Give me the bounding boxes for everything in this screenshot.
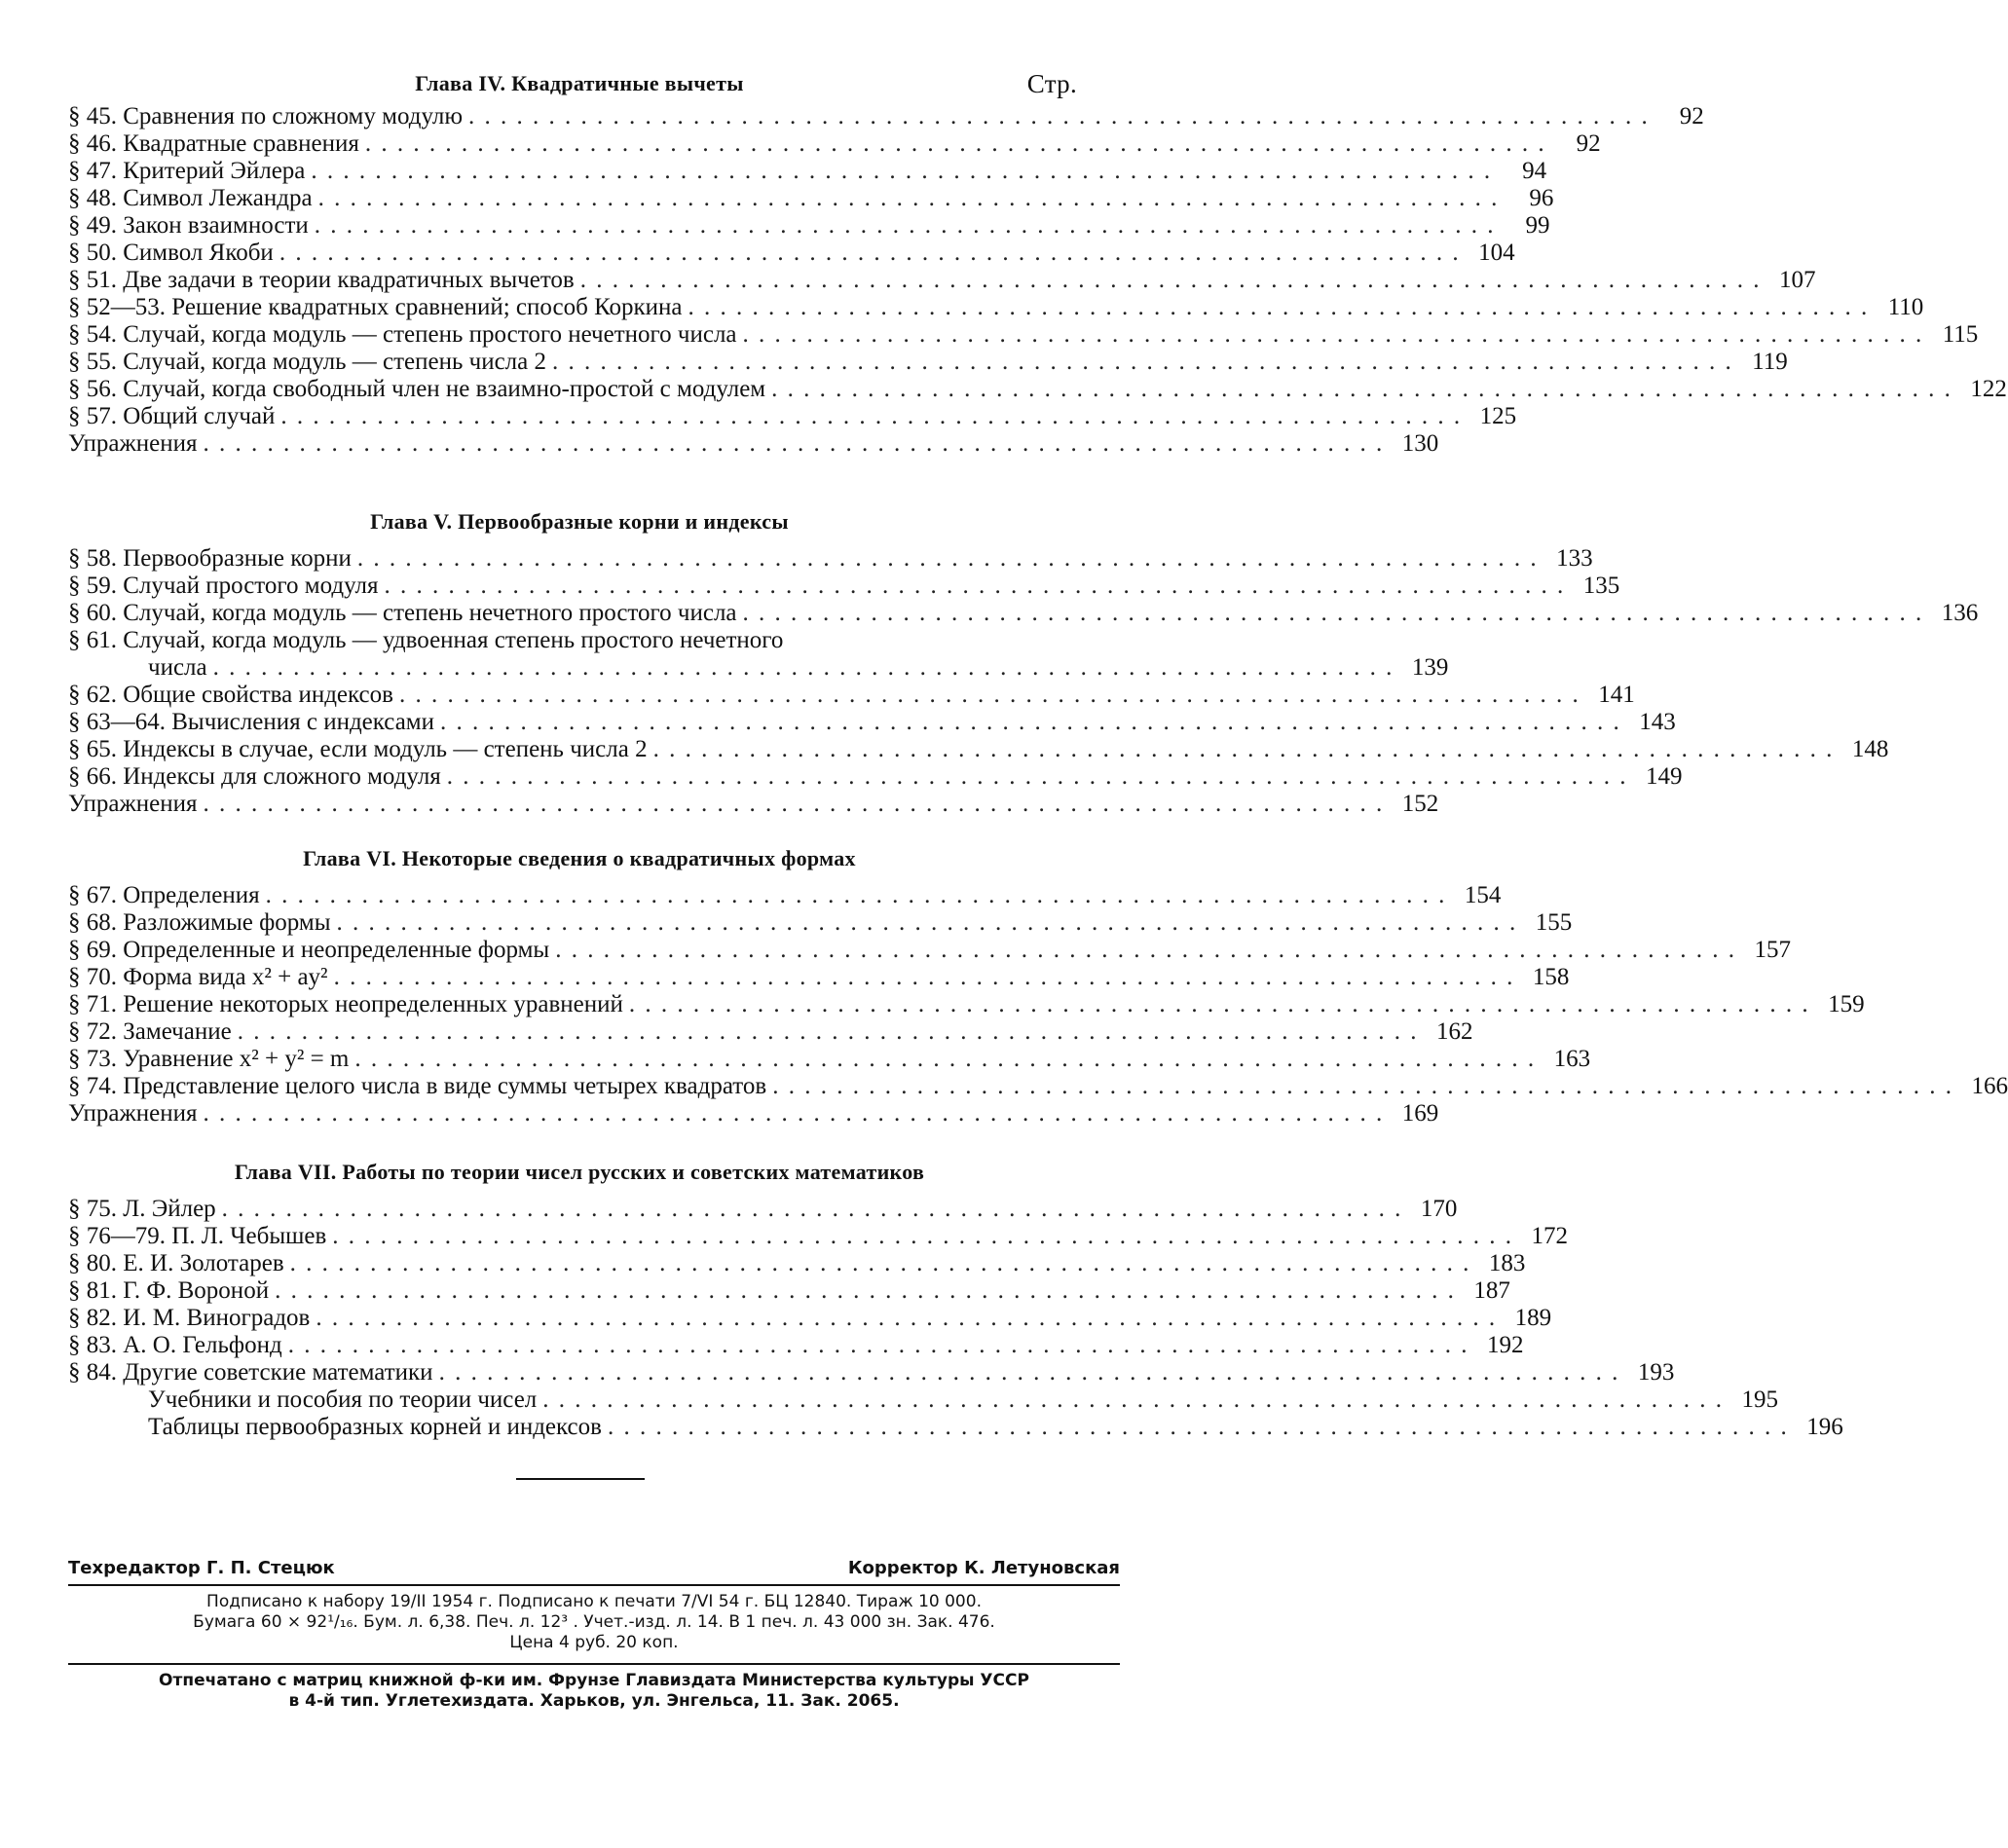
entry-page: 157: [1754, 937, 1791, 963]
corrector: Корректор К. Летуновская: [847, 1558, 1120, 1578]
dot-leader: [337, 909, 1518, 937]
list-item: [68, 212, 1550, 240]
list-item: [68, 1223, 1569, 1250]
dot-leader: [771, 376, 1952, 403]
list-item: [68, 1414, 1843, 1441]
chapter-4-block: [68, 64, 2007, 458]
list-item: [68, 103, 1704, 130]
list-item: [68, 294, 1924, 321]
list-item: [68, 1018, 1473, 1046]
entry-page: 136: [1941, 600, 1979, 626]
list-item: [68, 130, 1601, 158]
entry-page: 148: [1851, 736, 1889, 762]
entry-page: 107: [1779, 267, 1816, 293]
list-item: [68, 158, 1547, 185]
chapter-5-heading: [68, 499, 1091, 545]
dot-leader: [213, 654, 1394, 682]
dot-leader: [384, 573, 1565, 600]
dot-leader: [447, 763, 1628, 791]
list-item: [68, 1196, 1458, 1223]
dot-leader: [629, 991, 1810, 1018]
entry-title: Случай, когда свободный член не взаимно-простой с модулем: [123, 376, 766, 402]
entry-number: § 49.: [68, 212, 124, 239]
entry-number: § 45.: [68, 103, 124, 129]
entry-title: Случай, когда модуль — степень числа 2: [123, 349, 546, 375]
chapter-5-entries-b: [68, 682, 1889, 818]
list-item: [68, 573, 1620, 600]
entry-page: 172: [1531, 1223, 1569, 1249]
list-item: [68, 682, 1635, 709]
entry-title: числа: [148, 654, 207, 681]
entry-page: 119: [1752, 349, 1788, 375]
dot-leader: [440, 709, 1621, 736]
entry-page: 94: [1522, 158, 1547, 184]
entry-number: § 51.: [68, 267, 124, 293]
entry-page: 155: [1535, 909, 1573, 936]
chapter-4-entries: [68, 103, 2007, 458]
list-item: [68, 709, 1676, 736]
list-item: [68, 1332, 1524, 1359]
dot-leader: [275, 1277, 1456, 1305]
entry-title: Упражнения: [68, 430, 198, 457]
entry-number: § 56.: [68, 376, 124, 402]
list-item: [68, 1305, 1552, 1332]
entry-page: 169: [1401, 1100, 1439, 1127]
dot-leader: [203, 430, 1384, 458]
dot-leader: [203, 791, 1384, 818]
entry-number: § 68.: [68, 909, 124, 936]
entry-number: § 54.: [68, 321, 124, 348]
list-item: [68, 627, 1091, 654]
entry-number: § 58.: [68, 545, 124, 572]
entry-number: § 75.: [68, 1196, 124, 1222]
list-item: [68, 545, 1593, 573]
print-info-line-2: Бумага 60 × 92¹/₁₆. Бум. л. 6,38. Печ. л. 12³ . Учет.-изд. л. 14. В 1 печ. л. 43 000 зн. Зак. 476.: [193, 1612, 995, 1632]
chapter-7-block: [68, 1149, 1843, 1441]
list-item: [68, 240, 1515, 267]
entry-page: 158: [1532, 964, 1570, 990]
entry-title: Закон взаимности: [123, 212, 309, 239]
entry-number: § 82.: [68, 1305, 124, 1331]
chapter-7-entries: [68, 1196, 1675, 1386]
entry-page: 149: [1646, 763, 1683, 790]
entry-page: 170: [1420, 1196, 1458, 1222]
dot-leader: [772, 1073, 1953, 1100]
dot-leader: [280, 403, 1462, 430]
printed-by-line-2: в 4-й тип. Углетехиздата. Харьков, ул. Энгельса, 11. Зак. 2065.: [288, 1691, 900, 1711]
list-item-continuation: [68, 654, 1449, 682]
dot-leader: [316, 1305, 1497, 1332]
entry-number: § 84.: [68, 1359, 124, 1386]
entry-page: 135: [1582, 573, 1620, 599]
entry-page: 141: [1598, 682, 1635, 708]
divider: [68, 1663, 1120, 1665]
chapter-6-heading: [68, 835, 1091, 882]
dot-leader: [552, 349, 1733, 376]
entry-page: 152: [1401, 791, 1439, 817]
entry-title: Замечание: [123, 1018, 232, 1045]
chapter-7-title: Глава VII. Работы по теории чисел русских и советских математиков: [234, 1160, 925, 1184]
entry-number: § 62.: [68, 682, 124, 708]
chapter-7-appendix-entries: [68, 1386, 1843, 1441]
dot-leader: [288, 1332, 1469, 1359]
entry-title: Квадратные сравнения: [123, 130, 359, 157]
entry-title: Случай, когда модуль — степень нечетного простого числа: [123, 600, 737, 626]
dot-leader: [315, 212, 1496, 240]
dot-leader: [580, 267, 1762, 294]
entry-title: Символ Лежандра: [123, 185, 313, 211]
entry-page: 163: [1553, 1046, 1591, 1072]
chapter-6-title: Глава VI. Некоторые сведения о квадратичных формах: [303, 846, 856, 870]
entry-page: 133: [1556, 545, 1593, 572]
entry-page: 143: [1639, 709, 1676, 735]
entry-title: Уравнение x² + y² = m: [123, 1046, 350, 1072]
list-item: [68, 909, 1573, 937]
divider: [68, 1584, 1120, 1586]
entry-title: Случай, когда модуль — удвоенная степень простого нечетного: [123, 627, 784, 653]
entry-title: Решение некоторых неопределенных уравнений: [123, 991, 623, 1017]
list-item: [68, 736, 1889, 763]
entry-number: § 70.: [68, 964, 124, 990]
chapter-5-block: [68, 499, 1979, 818]
entry-title: Символ Якоби: [123, 240, 274, 266]
dot-leader: [399, 682, 1580, 709]
printed-by-line-1: Отпечатано с матриц книжной ф-ки им. Фрунзе Главиздата Министерства культуры УССР: [159, 1671, 1029, 1690]
entry-page: 115: [1942, 321, 1979, 348]
entry-page: 183: [1488, 1250, 1526, 1276]
entry-number: § 47.: [68, 158, 124, 184]
entry-title: Г. Ф. Вороной: [123, 1277, 270, 1304]
entry-page: 92: [1576, 130, 1601, 157]
entry-number: § 76—79.: [68, 1223, 172, 1249]
list-item: [68, 349, 1788, 376]
dot-leader: [743, 321, 1924, 349]
entry-number: § 55.: [68, 349, 124, 375]
entry-title: Определенные и неопределенные формы: [123, 937, 550, 963]
entry-title: Индексы в случае, если модуль — степень числа 2: [123, 736, 648, 762]
entry-title: Первообразные корни: [123, 545, 352, 572]
chapter-4-title: Глава IV. Квадратичные вычеты: [415, 71, 744, 95]
entry-title: Случай, когда модуль — степень простого нечетного числа: [123, 321, 737, 348]
chapter-6-block: [68, 835, 2008, 1127]
list-item: [68, 600, 1979, 627]
entry-title: Упражнения: [68, 791, 198, 817]
dot-leader: [365, 130, 1546, 158]
dot-leader: [468, 103, 1650, 130]
dot-leader: [555, 937, 1736, 964]
entry-number: § 81.: [68, 1277, 124, 1304]
chapter-5-title: Глава V. Первообразные корни и индексы: [370, 509, 789, 534]
chapter-7-heading: [68, 1149, 1091, 1196]
dot-leader: [203, 1100, 1384, 1127]
entry-title: Учебники и пособия по теории чисел: [148, 1386, 538, 1413]
section-divider: [516, 1478, 645, 1480]
entry-page: 99: [1525, 212, 1550, 239]
list-item: [68, 791, 1439, 818]
list-item: [68, 376, 2007, 403]
list-item: [68, 267, 1816, 294]
entry-title: Общие свойства индексов: [123, 682, 393, 708]
entry-number: § 74.: [68, 1073, 124, 1099]
entry-page: 193: [1637, 1359, 1675, 1386]
entry-number: § 61.: [68, 627, 124, 653]
imprint-block: [68, 1558, 1120, 1712]
entry-number: § 59.: [68, 573, 124, 599]
entry-page: 122: [1970, 376, 2007, 402]
list-item: [68, 1100, 1439, 1127]
entry-number: § 69.: [68, 937, 124, 963]
list-item: [68, 1277, 1510, 1305]
entry-page: 130: [1401, 430, 1439, 457]
entry-page: 159: [1828, 991, 1865, 1017]
entry-number: § 67.: [68, 882, 124, 908]
entry-title: Вычисления с индексами: [171, 709, 434, 735]
dot-leader: [542, 1386, 1724, 1414]
dot-leader: [238, 1018, 1419, 1046]
entry-number: § 50.: [68, 240, 124, 266]
entry-title: Две задачи в теории квадратичных вычетов: [123, 267, 575, 293]
dot-leader: [439, 1359, 1620, 1386]
list-item: [68, 991, 1865, 1018]
list-item: [68, 882, 1502, 909]
entry-page: 166: [1971, 1073, 2008, 1099]
dot-leader: [608, 1414, 1789, 1441]
entry-number: § 60.: [68, 600, 124, 626]
entry-title: Форма вида x² + ay²: [123, 964, 328, 990]
entry-page: 125: [1479, 403, 1517, 429]
entry-number: § 73.: [68, 1046, 124, 1072]
entry-title: Л. Эйлер: [123, 1196, 216, 1222]
entry-page: 154: [1464, 882, 1502, 908]
entry-number: § 57.: [68, 403, 124, 429]
dot-leader: [266, 882, 1447, 909]
entry-page: 104: [1478, 240, 1515, 266]
print-info-line-1: Подписано к набору 19/II 1954 г. Подписано к печати 7/VI 54 г. БЦ 12840. Тираж 10 000.: [206, 1592, 982, 1611]
entry-number: § 65.: [68, 736, 124, 762]
list-item: [68, 430, 1439, 458]
tech-editor: Техредактор Г. П. Стецюк: [68, 1558, 335, 1578]
entry-page: 110: [1887, 294, 1924, 320]
entry-title: И. М. Виноградов: [123, 1305, 311, 1331]
entry-number: § 71.: [68, 991, 124, 1017]
entry-page: 139: [1411, 654, 1449, 681]
entry-title: Другие советские математики: [123, 1359, 433, 1386]
dot-leader: [222, 1196, 1403, 1223]
entry-title: Представление целого числа в виде суммы четырех квадратов: [123, 1073, 767, 1099]
list-item: [68, 1386, 1779, 1414]
dot-leader: [354, 1046, 1536, 1073]
list-item: [68, 185, 1554, 212]
entry-page: 189: [1514, 1305, 1552, 1331]
entry-page: 187: [1473, 1277, 1510, 1304]
list-item: [68, 1046, 1591, 1073]
dot-leader: [318, 185, 1500, 212]
entry-number: § 48.: [68, 185, 124, 211]
entry-title: Определения: [123, 882, 260, 908]
dot-leader: [357, 545, 1539, 573]
entry-page: 195: [1741, 1386, 1779, 1413]
list-item: [68, 763, 1683, 791]
list-item: [68, 403, 1517, 430]
list-item: [68, 1250, 1526, 1277]
entry-number: § 63—64.: [68, 709, 172, 735]
dot-leader: [290, 1250, 1471, 1277]
entry-title: Решение квадратных сравнений; способ Коркина: [171, 294, 683, 320]
chapter-5-entries-a: [68, 545, 1979, 627]
entry-number: § 80.: [68, 1250, 124, 1276]
entry-title: Общий случай: [123, 403, 276, 429]
entry-page: 96: [1529, 185, 1554, 211]
entry-title: Случай простого модуля: [123, 573, 379, 599]
dot-leader: [279, 240, 1461, 267]
entry-title: Упражнения: [68, 1100, 198, 1127]
entry-page: 162: [1435, 1018, 1473, 1045]
price: Цена 4 руб. 20 коп.: [509, 1633, 679, 1652]
chapter-4-heading: [68, 64, 1091, 103]
entry-title: Разложимые формы: [123, 909, 331, 936]
chapter-6-entries: [68, 882, 2008, 1127]
list-item: [68, 1359, 1675, 1386]
entry-page: 192: [1486, 1332, 1524, 1358]
entry-title: Таблицы первообразных корней и индексов: [148, 1414, 602, 1440]
entry-title: Индексы для сложного модуля: [123, 763, 441, 790]
entry-title: А. О. Гельфонд: [123, 1332, 282, 1358]
list-item: [68, 964, 1570, 991]
entry-number: § 46.: [68, 130, 124, 157]
dot-leader: [311, 158, 1492, 185]
entry-page: 196: [1806, 1414, 1843, 1440]
dot-leader: [334, 964, 1515, 991]
entry-number: § 66.: [68, 763, 124, 790]
credits-row: [68, 1558, 1120, 1578]
list-item: [68, 321, 1979, 349]
dot-leader: [743, 600, 1924, 627]
dot-leader: [653, 736, 1835, 763]
entry-title: П. Л. Чебышев: [171, 1223, 327, 1249]
entry-title: Критерий Эйлера: [123, 158, 306, 184]
entry-number: § 83.: [68, 1332, 124, 1358]
page-column-label: Стр.: [1026, 69, 1077, 98]
entry-number: § 52—53.: [68, 294, 172, 320]
entry-page: 92: [1679, 103, 1704, 129]
entry-number: § 72.: [68, 1018, 124, 1045]
entry-title: Сравнения по сложному модулю: [123, 103, 464, 129]
dot-leader: [332, 1223, 1513, 1250]
dot-leader: [688, 294, 1870, 321]
list-item: [68, 937, 1791, 964]
list-item: [68, 1073, 2008, 1100]
entry-title: Е. И. Золотарев: [123, 1250, 284, 1276]
